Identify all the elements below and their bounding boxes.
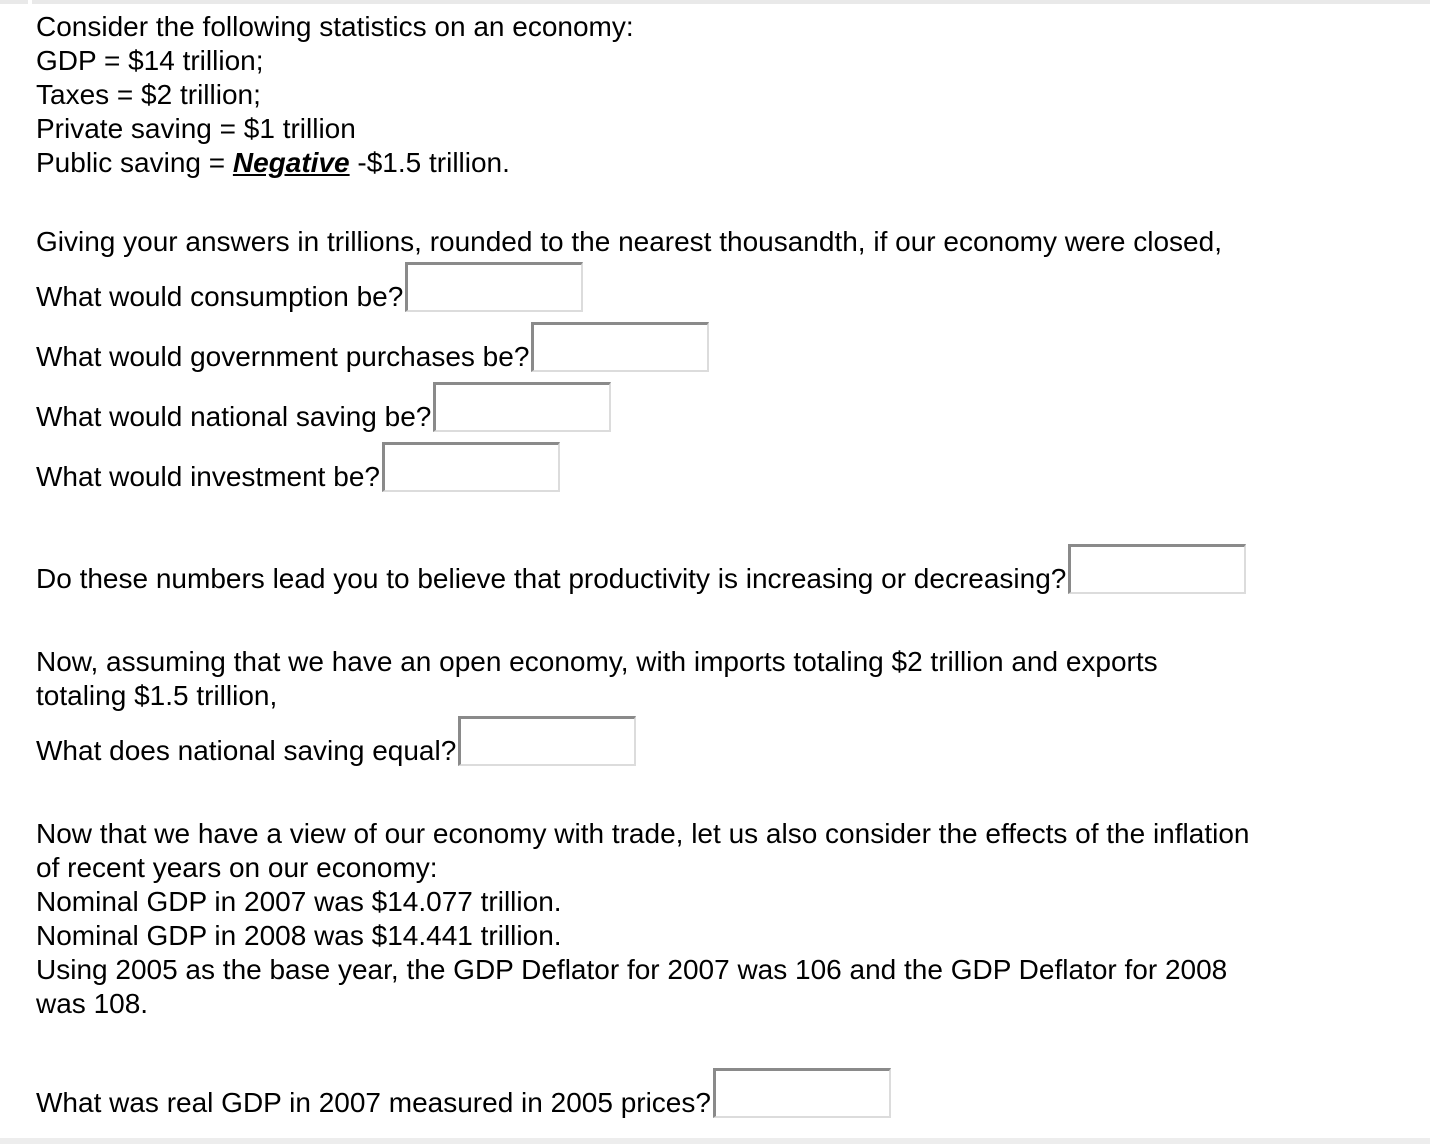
- deflator-line-2: was 108.: [36, 988, 149, 1019]
- open-economy-block: [36, 645, 1158, 713]
- government-purchases-input[interactable]: [531, 322, 709, 372]
- productivity-label: Do these numbers lead you to believe that productivity is increasing or decreasing?: [36, 563, 1067, 594]
- statistics-block: [36, 10, 634, 180]
- national-saving-open-input[interactable]: [458, 716, 636, 766]
- investment-question: [36, 442, 560, 494]
- inflation-line-2: of recent years on our economy:: [36, 852, 438, 883]
- nominal-gdp-2008-line: Nominal GDP in 2008 was $14.441 trillion.: [36, 920, 562, 951]
- national-saving-closed-input[interactable]: [433, 382, 611, 432]
- open-economy-line-1: Now, assuming that we have an open economy, with imports totaling $2 trillion and exports: [36, 646, 1158, 677]
- top-divider: [0, 0, 1430, 4]
- open-economy-line-2: totaling $1.5 trillion,: [36, 680, 278, 711]
- national-saving-closed-question: [36, 382, 611, 434]
- closed-economy-instructions: Giving your answers in trillions, rounded to the nearest thousandth, if our economy were closed,: [36, 226, 1222, 257]
- taxes-line: Taxes = $2 trillion;: [36, 79, 261, 110]
- investment-label: What would investment be?: [36, 461, 380, 492]
- public-saving-suffix: -$1.5 trillion.: [349, 147, 510, 178]
- investment-input[interactable]: [382, 442, 560, 492]
- consumption-input[interactable]: [405, 262, 583, 312]
- consumption-label: What would consumption be?: [36, 281, 404, 312]
- productivity-input[interactable]: [1068, 544, 1246, 594]
- real-gdp-question: [36, 1068, 891, 1120]
- national-saving-closed-label: What would national saving be?: [36, 401, 432, 432]
- government-purchases-label: What would government purchases be?: [36, 341, 530, 372]
- real-gdp-input[interactable]: [713, 1068, 891, 1118]
- nominal-gdp-2007-line: Nominal GDP in 2007 was $14.077 trillion.: [36, 886, 562, 917]
- inflation-block: [36, 817, 1249, 1021]
- real-gdp-label: What was real GDP in 2007 measured in 2005 prices?: [36, 1087, 711, 1118]
- inflation-line-1: Now that we have a view of our economy with trade, let us also consider the effects of the inflation: [36, 818, 1250, 849]
- top-divider-gap: [28, 0, 32, 4]
- public-saving-selected-option[interactable]: Negative: [232, 147, 350, 178]
- statistics-heading: Consider the following statistics on an economy:: [36, 11, 634, 42]
- public-saving-line: [36, 146, 634, 180]
- deflator-line-1: Using 2005 as the base year, the GDP Deflator for 2007 was 106 and the GDP Deflator for 2008: [36, 954, 1228, 985]
- national-saving-open-label: What does national saving equal?: [36, 735, 457, 766]
- national-saving-open-question: [36, 716, 636, 768]
- government-purchases-question: [36, 322, 709, 374]
- gdp-line: GDP = $14 trillion;: [36, 45, 264, 76]
- bottom-divider: [0, 1138, 1430, 1144]
- consumption-question: [36, 262, 583, 314]
- private-saving-line: Private saving = $1 trillion: [36, 113, 356, 144]
- public-saving-prefix: Public saving =: [36, 147, 233, 178]
- productivity-question: [36, 544, 1246, 596]
